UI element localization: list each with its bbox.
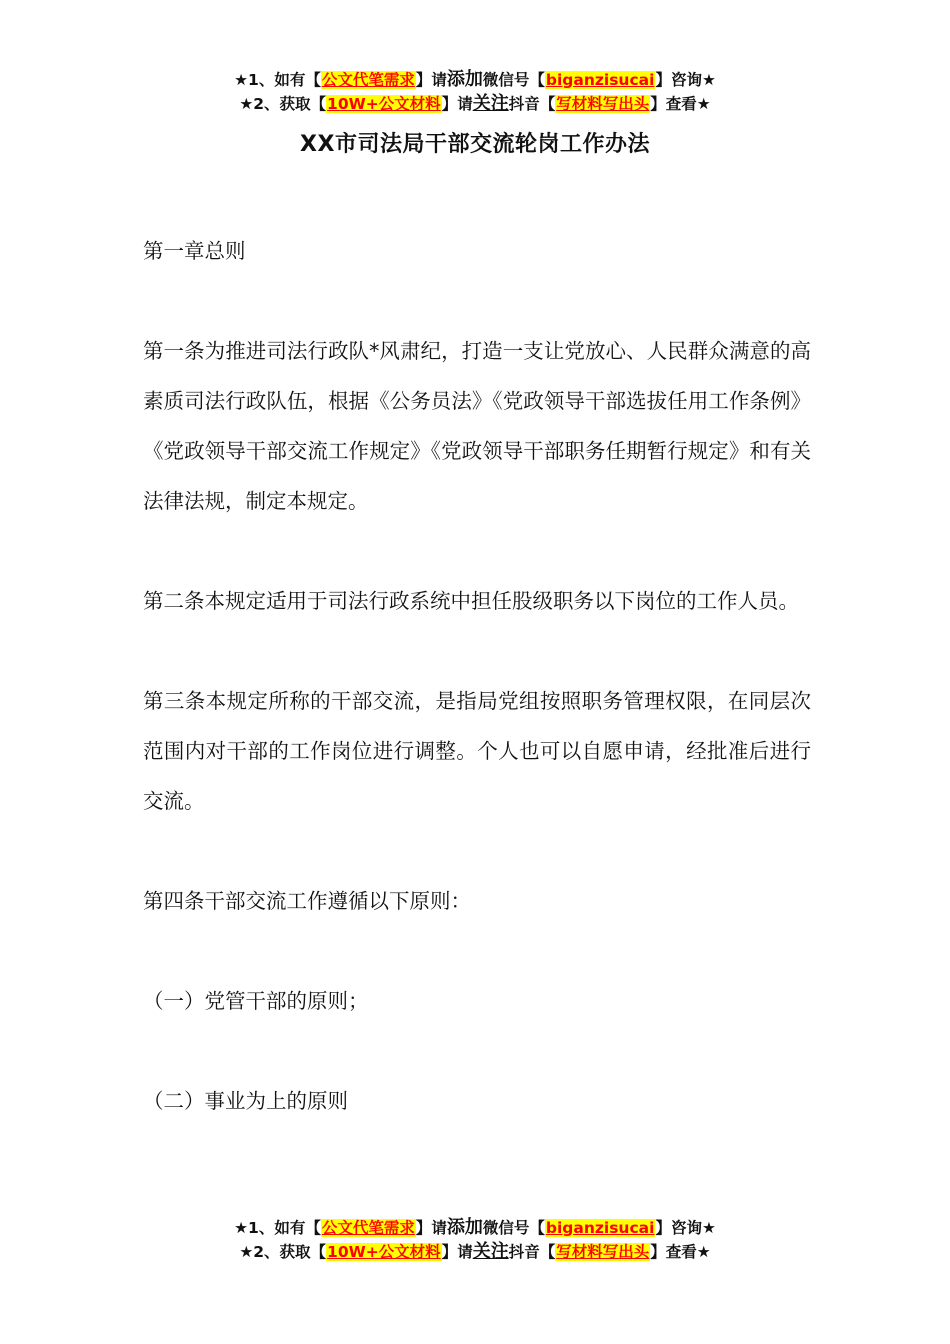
promo-emphasis: 关注	[472, 93, 509, 114]
chapter-heading: 第一章总则	[143, 239, 246, 263]
promo-text: 抖音【	[508, 95, 556, 113]
list-item: （二）事业为上的原则	[143, 1089, 348, 1113]
promo-highlight: 10W+公文材料	[327, 95, 441, 113]
promo-highlight: 10W+公文材料	[327, 1243, 441, 1261]
promo-text: 】请	[415, 71, 447, 89]
article-paragraph: 第二条本规定适用于司法行政系统中担任股级职务以下岗位的工作人员。	[143, 589, 799, 613]
promo-line-1	[0, 68, 950, 92]
promo-text: 】查看★	[650, 95, 711, 113]
promo-text: 微信号【	[482, 1219, 545, 1237]
promo-text: ★1、如有【	[234, 1219, 321, 1237]
wechat-id: biganzisucai	[545, 1219, 655, 1237]
promo-text: 】请	[441, 95, 473, 113]
article-paragraph: 第三条本规定所称的干部交流，是指局党组按照职务管理权限，在同层次范围内对干部的工作岗位进行调整。个人也可以自愿申请，经批准后进行交流。	[143, 689, 811, 813]
promo-text: 】请	[441, 1243, 473, 1261]
document-title: XX市司法局干部交流轮岗工作办法	[300, 132, 650, 157]
promo-line-2	[0, 1240, 950, 1264]
promo-text: 】请	[415, 1219, 447, 1237]
promo-text: 微信号【	[482, 71, 545, 89]
promo-line-2	[0, 92, 950, 116]
promo-text: 抖音【	[508, 1243, 556, 1261]
document-body	[143, 226, 811, 1176]
wechat-id: biganzisucai	[545, 71, 655, 89]
promo-banner-top	[0, 68, 950, 116]
douyin-account: 写材料写出头	[556, 1243, 650, 1261]
promo-text: 】咨询★	[655, 1219, 716, 1237]
promo-banner-bottom	[0, 1216, 950, 1264]
promo-highlight: 公文代笔需求	[321, 71, 415, 89]
promo-emphasis: 关注	[472, 1241, 509, 1262]
promo-emphasis: 添加	[446, 1217, 483, 1238]
promo-text: ★2、获取【	[239, 1243, 327, 1261]
list-item: （一）党管干部的原则；	[143, 989, 369, 1013]
promo-text: 】查看★	[650, 1243, 711, 1261]
promo-text: ★1、如有【	[234, 71, 321, 89]
promo-emphasis: 添加	[446, 69, 483, 90]
douyin-account: 写材料写出头	[556, 95, 650, 113]
promo-text: ★2、获取【	[239, 95, 327, 113]
promo-highlight: 公文代笔需求	[321, 1219, 415, 1237]
promo-text: 】咨询★	[655, 71, 716, 89]
promo-line-1	[0, 1216, 950, 1240]
article-paragraph: 第四条干部交流工作遵循以下原则：	[143, 889, 471, 913]
article-paragraph: 第一条为推进司法行政队*风肃纪，打造一支让党放心、人民群众满意的高素质司法行政队伍，根据《公务员法》《党政领导干部选拔任用工作条例》《党政领导干部交流工作规定》《党政领导干部职务任期暂行规定》和有关法律法规，制定本规定。	[143, 339, 811, 513]
